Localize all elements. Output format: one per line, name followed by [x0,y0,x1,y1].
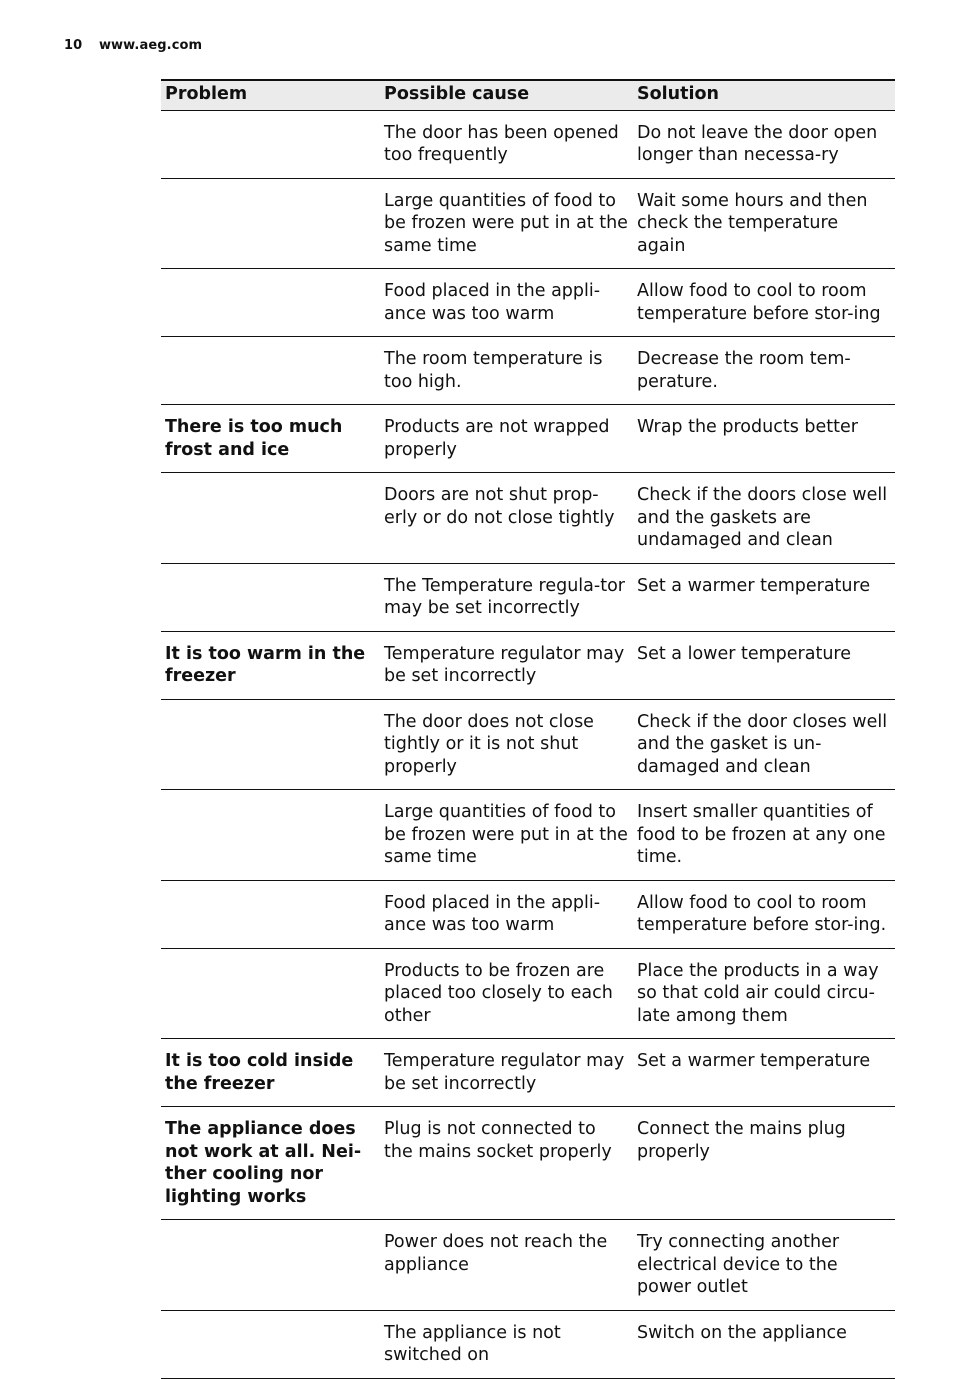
problem-cell [161,699,380,790]
problem-cell [161,178,380,269]
table-row [161,1107,895,1220]
solution-cell: Connect the mains plug properly [633,1107,895,1220]
problem-cell [161,880,380,948]
cause-cell: The door has been opened too frequently [380,110,633,178]
problem-cell [161,1310,380,1378]
table-row [161,699,895,790]
problem-cell: It is too warm in the freezer [161,631,380,699]
column-header-problem: Problem [161,80,380,110]
problem-cell [161,269,380,337]
solution-cell: Set a warmer temperature [633,1039,895,1107]
problem-cell: It is too cold inside the freezer [161,1039,380,1107]
cause-cell: Plug is not connected to the mains socket properly [380,1107,633,1220]
table-row [161,1039,895,1107]
problem-cell [161,1220,380,1311]
troubleshooting-table [161,79,895,1379]
table-row [161,110,895,178]
cause-cell: Food placed in the appli-ance was too warm [380,269,633,337]
page-number: 10 [64,38,83,53]
problem-cell: There is too much frost and ice [161,405,380,473]
cause-cell: Products are not wrapped properly [380,405,633,473]
problem-cell [161,337,380,405]
solution-cell: Wait some hours and then check the temperature again [633,178,895,269]
solution-cell: Insert smaller quantities of food to be frozen at any one time. [633,790,895,881]
solution-cell: Wrap the products better [633,405,895,473]
cause-cell: Products to be frozen are placed too closely to each other [380,948,633,1039]
table-row [161,880,895,948]
table-row [161,563,895,631]
solution-cell: Do not leave the door open longer than necessa-ry [633,110,895,178]
table-row [161,473,895,564]
solution-cell: Check if the door closes well and the gasket is un-damaged and clean [633,699,895,790]
cause-cell: The Temperature regula-tor may be set incorrectly [380,563,633,631]
cause-cell: Temperature regulator may be set incorrectly [380,631,633,699]
solution-cell: Allow food to cool to room temperature before stor-ing. [633,880,895,948]
problem-cell [161,790,380,881]
cause-cell: The room temperature is too high. [380,337,633,405]
table-row [161,948,895,1039]
table-row [161,178,895,269]
problem-cell [161,473,380,564]
table-row [161,337,895,405]
problem-cell: The appliance does not work at all. Nei-ther cooling nor lighting works [161,1107,380,1220]
table-body [161,110,895,1378]
table-row [161,1220,895,1311]
website-url[interactable]: www.aeg.com [98,38,203,53]
cause-cell: Food placed in the appli-ance was too warm [380,880,633,948]
table-row [161,1310,895,1378]
column-header-solution: Solution [633,80,895,110]
cause-cell: Temperature regulator may be set incorrectly [380,1039,633,1107]
table-header-row [161,80,895,110]
problem-cell [161,563,380,631]
solution-cell: Place the products in a way so that cold air could circu-late among them [633,948,895,1039]
solution-cell: Set a lower temperature [633,631,895,699]
cause-cell: Power does not reach the appliance [380,1220,633,1311]
table-row [161,631,895,699]
cause-cell: Large quantities of food to be frozen were put in at the same time [380,178,633,269]
problem-cell [161,110,380,178]
solution-cell: Decrease the room tem-perature. [633,337,895,405]
solution-cell: Switch on the appliance [633,1310,895,1378]
cause-cell: Large quantities of food to be frozen were put in at the same time [380,790,633,881]
table-row [161,269,895,337]
table-row [161,790,895,881]
solution-cell: Allow food to cool to room temperature before stor-ing [633,269,895,337]
cause-cell: The door does not close tightly or it is not shut properly [380,699,633,790]
cause-cell: The appliance is not switched on [380,1310,633,1378]
solution-cell: Set a warmer temperature [633,563,895,631]
cause-cell: Doors are not shut prop-erly or do not close tightly [380,473,633,564]
page-header [64,38,202,53]
table-row [161,405,895,473]
column-header-cause: Possible cause [380,80,633,110]
solution-cell: Try connecting another electrical device to the power outlet [633,1220,895,1311]
solution-cell: Check if the doors close well and the gaskets are undamaged and clean [633,473,895,564]
problem-cell [161,948,380,1039]
